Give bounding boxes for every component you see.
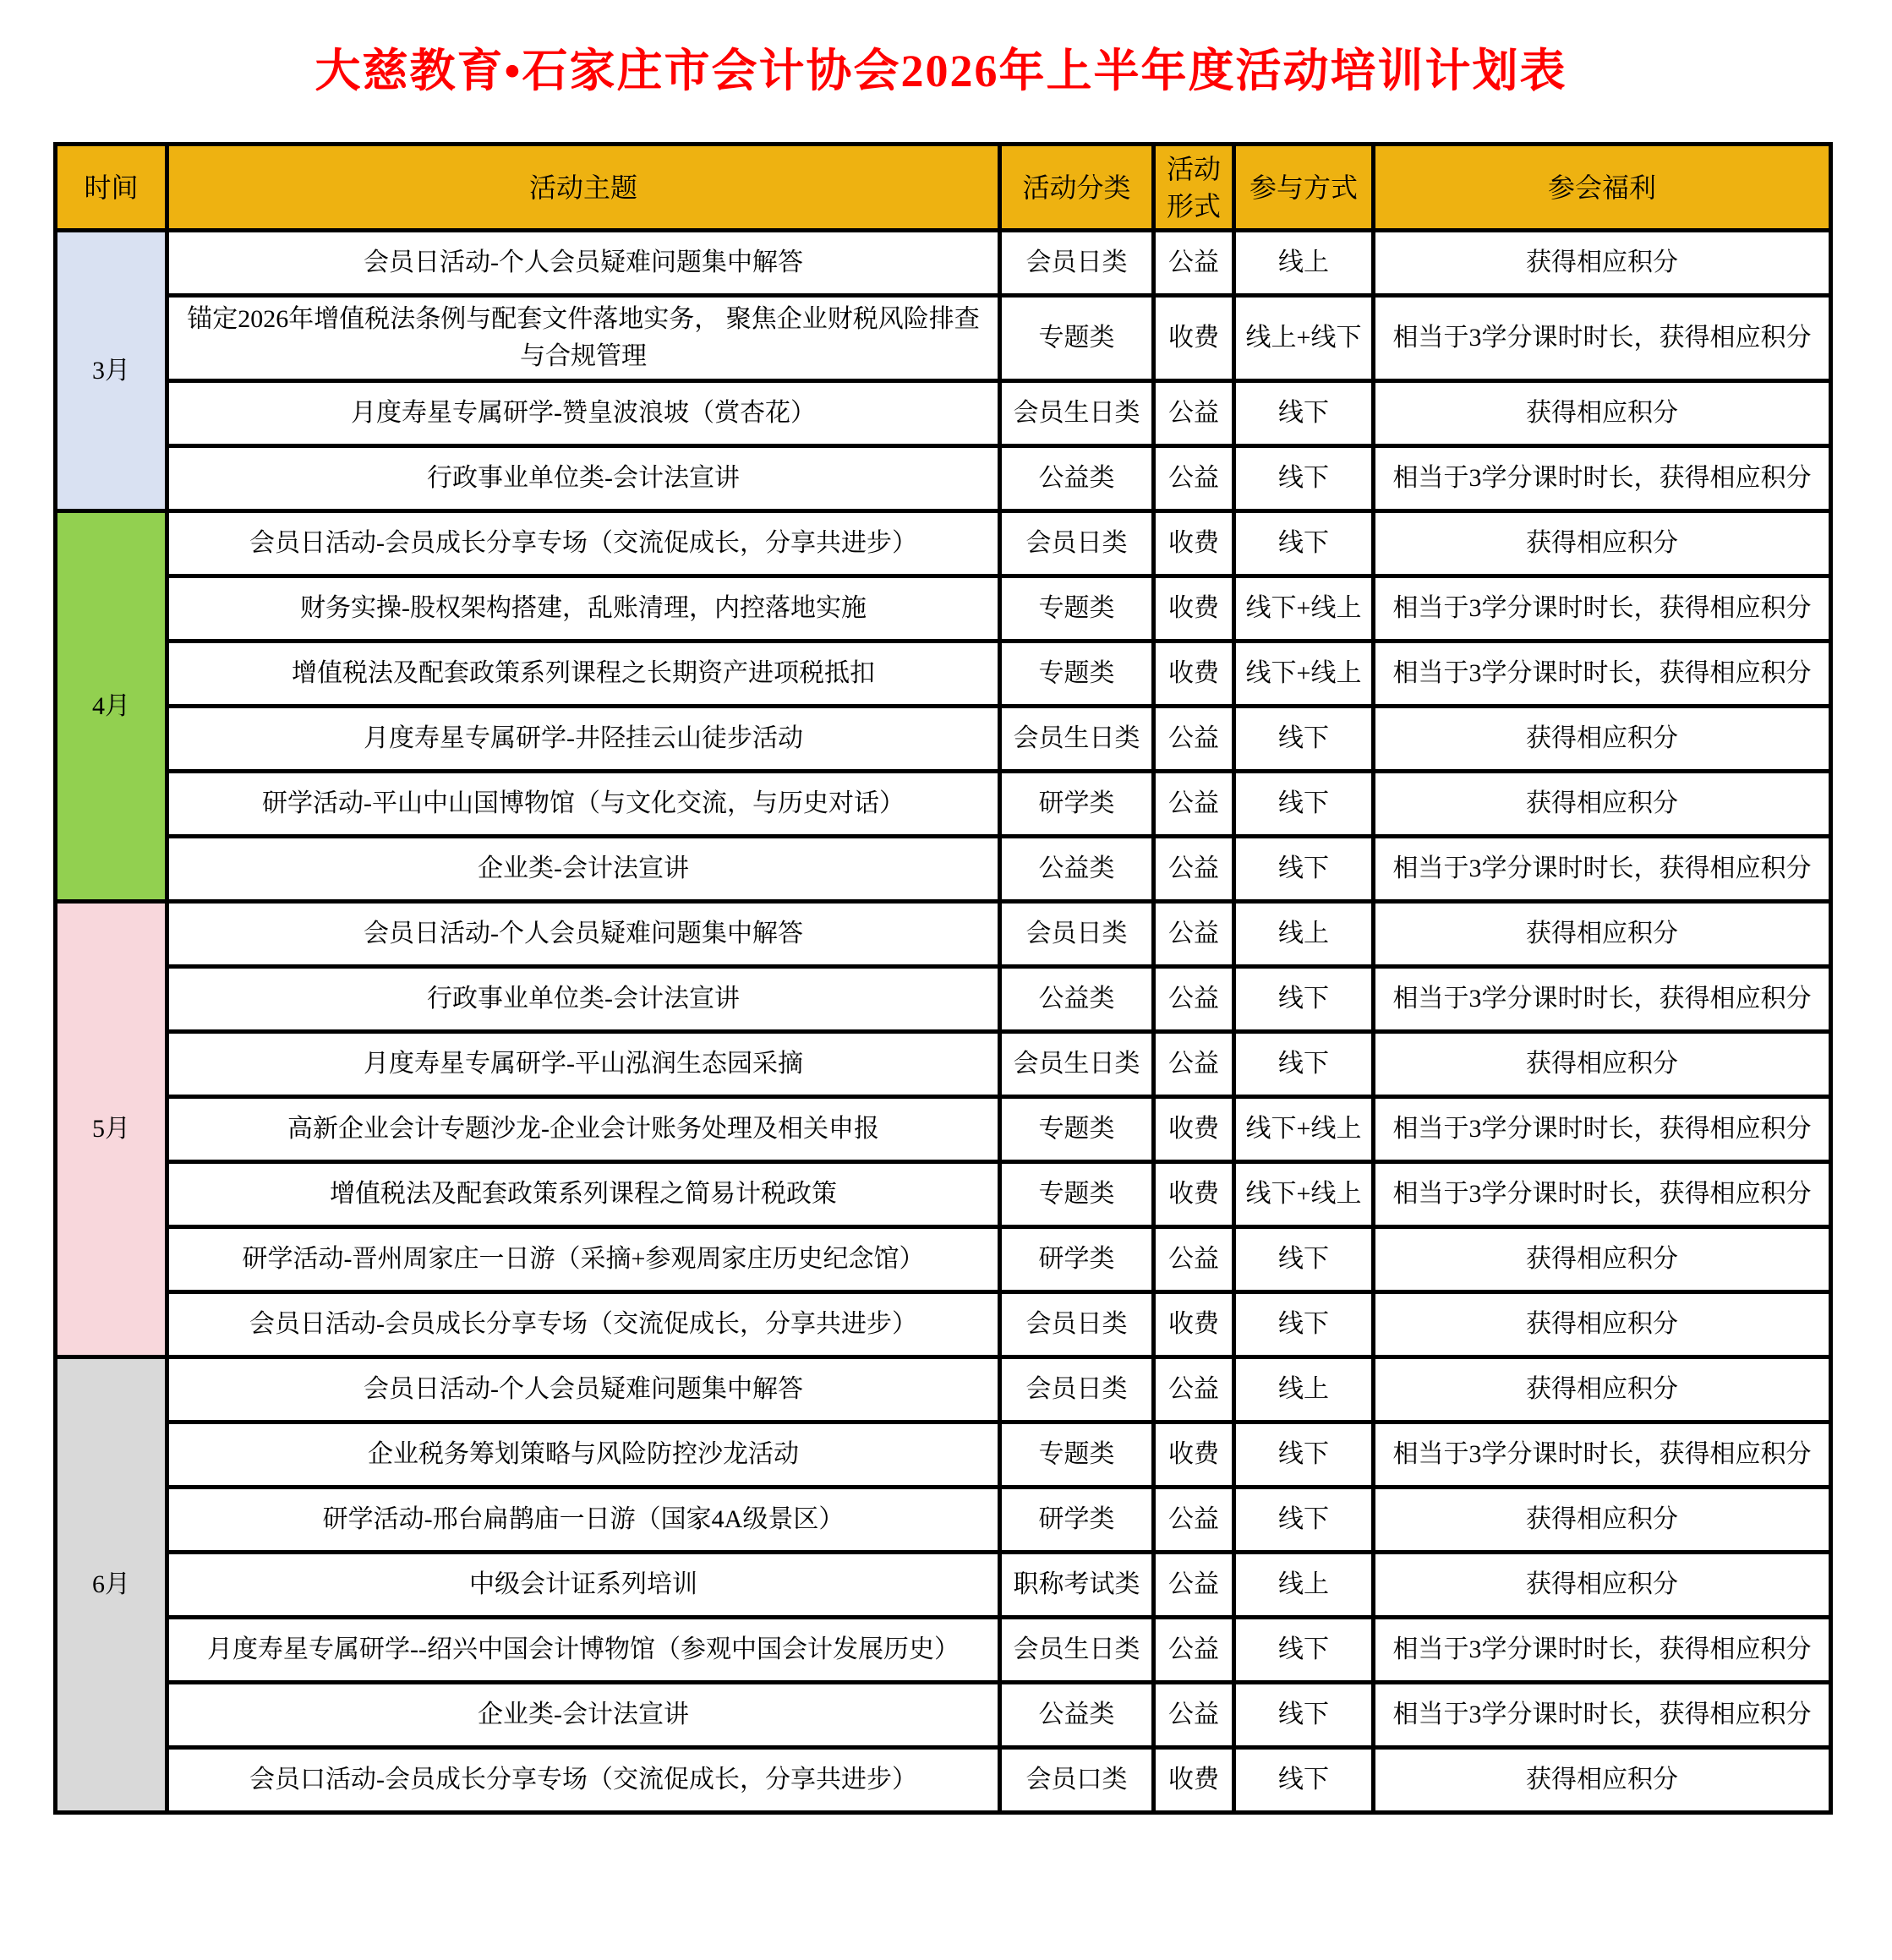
activity-form-cell: 公益 bbox=[1154, 1683, 1234, 1748]
benefit-cell: 获得相应积分 bbox=[1374, 231, 1831, 296]
benefit-cell: 相当于3学分课时时长，获得相应积分 bbox=[1374, 576, 1831, 642]
col-header-form: 活动形式 bbox=[1154, 145, 1234, 231]
month-cell-june: 6月 bbox=[56, 1357, 167, 1813]
col-header-participation: 参与方式 bbox=[1234, 145, 1374, 231]
activity-theme-cell: 月度寿星专属研学-平山泓润生态园采摘 bbox=[167, 1032, 1000, 1097]
activity-category-cell: 会员口类 bbox=[1000, 1748, 1154, 1813]
activity-category-cell: 公益类 bbox=[1000, 837, 1154, 902]
participation-cell: 线下 bbox=[1234, 772, 1374, 837]
activity-form-cell: 收费 bbox=[1154, 1292, 1234, 1357]
participation-cell: 线上+线下 bbox=[1234, 296, 1374, 381]
activity-theme-cell: 企业类-会计法宣讲 bbox=[167, 1683, 1000, 1748]
activity-category-cell: 专题类 bbox=[1000, 576, 1154, 642]
participation-cell: 线下+线上 bbox=[1234, 576, 1374, 642]
month-cell-may: 5月 bbox=[56, 902, 167, 1357]
activity-form-cell: 收费 bbox=[1154, 511, 1234, 576]
table-row bbox=[56, 511, 1831, 576]
activity-form-cell: 公益 bbox=[1154, 1357, 1234, 1422]
table-row bbox=[56, 1422, 1831, 1488]
activity-category-cell: 职称考试类 bbox=[1000, 1553, 1154, 1618]
activity-category-cell: 研学类 bbox=[1000, 1488, 1154, 1553]
benefit-cell: 获得相应积分 bbox=[1374, 902, 1831, 967]
table-row bbox=[56, 296, 1831, 381]
participation-cell: 线上 bbox=[1234, 902, 1374, 967]
participation-cell: 线下 bbox=[1234, 707, 1374, 772]
activity-form-cell: 公益 bbox=[1154, 381, 1234, 446]
benefit-cell: 获得相应积分 bbox=[1374, 1553, 1831, 1618]
activity-form-cell: 公益 bbox=[1154, 707, 1234, 772]
table-row bbox=[56, 1032, 1831, 1097]
benefit-cell: 相当于3学分课时时长，获得相应积分 bbox=[1374, 446, 1831, 511]
benefit-cell: 相当于3学分课时时长，获得相应积分 bbox=[1374, 642, 1831, 707]
activity-theme-cell: 企业税务筹划策略与风险防控沙龙活动 bbox=[167, 1422, 1000, 1488]
benefit-cell: 获得相应积分 bbox=[1374, 381, 1831, 446]
activity-theme-cell: 会员日活动-个人会员疑难问题集中解答 bbox=[167, 902, 1000, 967]
activity-theme-cell: 高新企业会计专题沙龙-企业会计账务处理及相关申报 bbox=[167, 1097, 1000, 1162]
table-row bbox=[56, 1162, 1831, 1227]
col-header-category: 活动分类 bbox=[1000, 145, 1154, 231]
benefit-cell: 相当于3学分课时时长，获得相应积分 bbox=[1374, 1422, 1831, 1488]
table-row bbox=[56, 1292, 1831, 1357]
page-title: 大慈教育•石家庄市会计协会2026年上半年度活动培训计划表 bbox=[314, 46, 1567, 96]
participation-cell: 线下 bbox=[1234, 967, 1374, 1032]
activity-theme-cell: 行政事业单位类-会计法宣讲 bbox=[167, 967, 1000, 1032]
activity-category-cell: 会员生日类 bbox=[1000, 381, 1154, 446]
activity-form-cell: 收费 bbox=[1154, 576, 1234, 642]
participation-cell: 线下+线上 bbox=[1234, 1097, 1374, 1162]
month-cell-april: 4月 bbox=[56, 511, 167, 902]
activity-form-cell: 公益 bbox=[1154, 1618, 1234, 1683]
activity-theme-cell: 企业类-会计法宣讲 bbox=[167, 837, 1000, 902]
activity-category-cell: 专题类 bbox=[1000, 642, 1154, 707]
col-header-time: 时间 bbox=[56, 145, 167, 231]
table-row bbox=[56, 1553, 1831, 1618]
benefit-cell: 相当于3学分课时时长，获得相应积分 bbox=[1374, 967, 1831, 1032]
activity-category-cell: 公益类 bbox=[1000, 446, 1154, 511]
activity-category-cell: 会员日类 bbox=[1000, 231, 1154, 296]
schedule-table bbox=[53, 142, 1833, 1815]
benefit-cell: 相当于3学分课时时长，获得相应积分 bbox=[1374, 1618, 1831, 1683]
activity-category-cell: 会员日类 bbox=[1000, 1292, 1154, 1357]
table-row bbox=[56, 1618, 1831, 1683]
table-row bbox=[56, 967, 1831, 1032]
activity-theme-cell: 增值税法及配套政策系列课程之简易计税政策 bbox=[167, 1162, 1000, 1227]
benefit-cell: 获得相应积分 bbox=[1374, 772, 1831, 837]
table-row bbox=[56, 1357, 1831, 1422]
participation-cell: 线下 bbox=[1234, 1422, 1374, 1488]
participation-cell: 线下+线上 bbox=[1234, 1162, 1374, 1227]
activity-form-cell: 收费 bbox=[1154, 642, 1234, 707]
participation-cell: 线下 bbox=[1234, 381, 1374, 446]
benefit-cell: 获得相应积分 bbox=[1374, 1227, 1831, 1292]
activity-category-cell: 公益类 bbox=[1000, 1683, 1154, 1748]
activity-theme-cell: 会员日活动-个人会员疑难问题集中解答 bbox=[167, 1357, 1000, 1422]
table-row bbox=[56, 707, 1831, 772]
activity-form-cell: 公益 bbox=[1154, 1488, 1234, 1553]
activity-theme-cell: 月度寿星专属研学-赞皇波浪坡（赏杏花） bbox=[167, 381, 1000, 446]
activity-form-cell: 公益 bbox=[1154, 446, 1234, 511]
table-row bbox=[56, 1748, 1831, 1813]
participation-cell: 线上 bbox=[1234, 1553, 1374, 1618]
activity-form-cell: 公益 bbox=[1154, 967, 1234, 1032]
table-row bbox=[56, 576, 1831, 642]
activity-theme-cell: 会员日活动-会员成长分享专场（交流促成长，分享共进步） bbox=[167, 1292, 1000, 1357]
participation-cell: 线下 bbox=[1234, 1748, 1374, 1813]
activity-theme-cell: 月度寿星专属研学--绍兴中国会计博物馆（参观中国会计发展历史） bbox=[167, 1618, 1000, 1683]
table-row bbox=[56, 1488, 1831, 1553]
activity-theme-cell: 行政事业单位类-会计法宣讲 bbox=[167, 446, 1000, 511]
activity-category-cell: 研学类 bbox=[1000, 772, 1154, 837]
participation-cell: 线下 bbox=[1234, 446, 1374, 511]
activity-category-cell: 公益类 bbox=[1000, 967, 1154, 1032]
benefit-cell: 获得相应积分 bbox=[1374, 511, 1831, 576]
benefit-cell: 相当于3学分课时时长，获得相应积分 bbox=[1374, 1683, 1831, 1748]
participation-cell: 线下 bbox=[1234, 1292, 1374, 1357]
month-cell-march: 3月 bbox=[56, 231, 167, 511]
activity-form-cell: 公益 bbox=[1154, 1032, 1234, 1097]
table-row bbox=[56, 446, 1831, 511]
activity-category-cell: 研学类 bbox=[1000, 1227, 1154, 1292]
activity-form-cell: 公益 bbox=[1154, 902, 1234, 967]
participation-cell: 线下+线上 bbox=[1234, 642, 1374, 707]
table-row bbox=[56, 837, 1831, 902]
participation-cell: 线上 bbox=[1234, 1357, 1374, 1422]
participation-cell: 线下 bbox=[1234, 1683, 1374, 1748]
table-row bbox=[56, 772, 1831, 837]
activity-theme-cell: 锚定2026年增值税法条例与配套文件落地实务， 聚焦企业财税风险排查与合规管理 bbox=[167, 296, 1000, 381]
activity-theme-cell: 月度寿星专属研学-井陉挂云山徒步活动 bbox=[167, 707, 1000, 772]
activity-theme-cell: 会员日活动-会员成长分享专场（交流促成长，分享共进步） bbox=[167, 511, 1000, 576]
benefit-cell: 获得相应积分 bbox=[1374, 1748, 1831, 1813]
col-header-benefit: 参会福利 bbox=[1374, 145, 1831, 231]
activity-category-cell: 会员生日类 bbox=[1000, 707, 1154, 772]
benefit-cell: 相当于3学分课时时长，获得相应积分 bbox=[1374, 296, 1831, 381]
activity-category-cell: 会员生日类 bbox=[1000, 1032, 1154, 1097]
activity-theme-cell: 研学活动-平山中山国博物馆（与文化交流，与历史对话） bbox=[167, 772, 1000, 837]
benefit-cell: 相当于3学分课时时长，获得相应积分 bbox=[1374, 1162, 1831, 1227]
table-row bbox=[56, 642, 1831, 707]
activity-theme-cell: 会员口活动-会员成长分享专场（交流促成长，分享共进步） bbox=[167, 1748, 1000, 1813]
activity-form-cell: 公益 bbox=[1154, 837, 1234, 902]
activity-form-cell: 公益 bbox=[1154, 231, 1234, 296]
participation-cell: 线下 bbox=[1234, 1032, 1374, 1097]
benefit-cell: 相当于3学分课时时长，获得相应积分 bbox=[1374, 1097, 1831, 1162]
benefit-cell: 相当于3学分课时时长，获得相应积分 bbox=[1374, 837, 1831, 902]
participation-cell: 线下 bbox=[1234, 1618, 1374, 1683]
participation-cell: 线下 bbox=[1234, 511, 1374, 576]
activity-form-cell: 公益 bbox=[1154, 772, 1234, 837]
activity-form-cell: 收费 bbox=[1154, 1422, 1234, 1488]
table-row bbox=[56, 381, 1831, 446]
activity-theme-cell: 中级会计证系列培训 bbox=[167, 1553, 1000, 1618]
activity-form-cell: 收费 bbox=[1154, 296, 1234, 381]
benefit-cell: 获得相应积分 bbox=[1374, 1488, 1831, 1553]
activity-category-cell: 专题类 bbox=[1000, 1162, 1154, 1227]
benefit-cell: 获得相应积分 bbox=[1374, 1292, 1831, 1357]
activity-form-cell: 收费 bbox=[1154, 1162, 1234, 1227]
activity-category-cell: 会员日类 bbox=[1000, 511, 1154, 576]
activity-category-cell: 会员生日类 bbox=[1000, 1618, 1154, 1683]
activity-category-cell: 会员日类 bbox=[1000, 902, 1154, 967]
table-row bbox=[56, 1227, 1831, 1292]
activity-theme-cell: 研学活动-邢台扁鹊庙一日游（国家4A级景区） bbox=[167, 1488, 1000, 1553]
activity-theme-cell: 增值税法及配套政策系列课程之长期资产进项税抵扣 bbox=[167, 642, 1000, 707]
activity-category-cell: 专题类 bbox=[1000, 1422, 1154, 1488]
activity-category-cell: 会员日类 bbox=[1000, 1357, 1154, 1422]
table-row bbox=[56, 902, 1831, 967]
table-row bbox=[56, 1097, 1831, 1162]
activity-form-cell: 收费 bbox=[1154, 1097, 1234, 1162]
col-header-theme: 活动主题 bbox=[167, 145, 1000, 231]
participation-cell: 线下 bbox=[1234, 837, 1374, 902]
benefit-cell: 获得相应积分 bbox=[1374, 1357, 1831, 1422]
participation-cell: 线下 bbox=[1234, 1227, 1374, 1292]
activity-form-cell: 收费 bbox=[1154, 1748, 1234, 1813]
activity-theme-cell: 研学活动-晋州周家庄一日游（采摘+参观周家庄历史纪念馆） bbox=[167, 1227, 1000, 1292]
activity-theme-cell: 财务实操-股权架构搭建，乱账清理，内控落地实施 bbox=[167, 576, 1000, 642]
benefit-cell: 获得相应积分 bbox=[1374, 1032, 1831, 1097]
participation-cell: 线下 bbox=[1234, 1488, 1374, 1553]
activity-form-cell: 公益 bbox=[1154, 1553, 1234, 1618]
header-row bbox=[56, 145, 1831, 231]
activity-theme-cell: 会员日活动-个人会员疑难问题集中解答 bbox=[167, 231, 1000, 296]
benefit-cell: 获得相应积分 bbox=[1374, 707, 1831, 772]
activity-category-cell: 专题类 bbox=[1000, 296, 1154, 381]
participation-cell: 线上 bbox=[1234, 231, 1374, 296]
activity-category-cell: 专题类 bbox=[1000, 1097, 1154, 1162]
table-row bbox=[56, 231, 1831, 296]
table-row bbox=[56, 1683, 1831, 1748]
activity-form-cell: 公益 bbox=[1154, 1227, 1234, 1292]
